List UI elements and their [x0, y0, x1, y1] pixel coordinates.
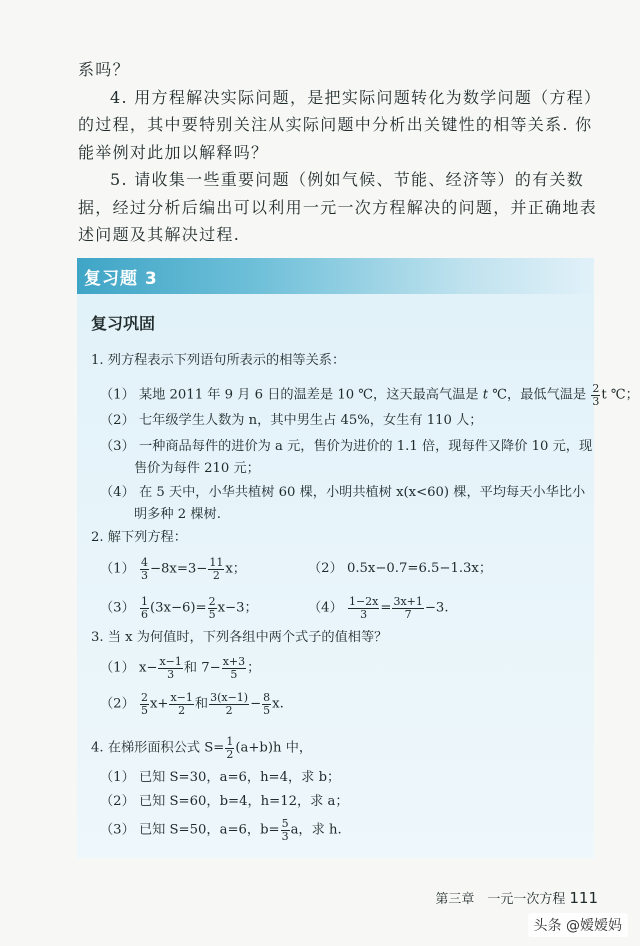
q1-item-4a: （4） 在 5 天中，小华共植树 60 棵，小明共植树 x(x<60) 棵，平均每天小华比小 — [100, 485, 586, 500]
fraction: $\frac{11}{2}$ — [209, 556, 224, 582]
q1-item-3b: 售价为每件 210 元； — [134, 461, 260, 476]
fraction: $\frac{3x+1}{7}$ — [393, 595, 423, 621]
fraction: $\frac{1}{6}$ — [140, 595, 148, 621]
q2-eq-3: （3） $\frac{1}{6}$ (3x−6)= $\frac{2}{5}$ x−3； — [100, 595, 258, 621]
section-title: 复习巩固 — [91, 314, 156, 333]
paragraph-4: 4. 用方程解决实际问题，是把实际问题转化为数学问题（方程）的过程，其中要特别关注从实际问题中分析出关键性的相等关系. 你能举例对此加以解释吗？ — [78, 87, 594, 162]
q4-item-3: （3） 已知 S=50，a=6，b= $\frac{5}{3}$ a，求 h. — [100, 817, 342, 843]
paragraph-5: 5. 请收集一些重要问题（例如气候、节能、经济等）的有关数据，经过分析后编出可以利用一元一次方程解决的问题，并正确地表述问题及其解决过程. — [78, 170, 598, 244]
text-line-0: 系吗？ — [78, 60, 130, 79]
q2-eq-2: （2） 0.5x−0.7=6.5−1.3x； — [308, 561, 493, 576]
fraction: $\frac{2}{5}$ — [140, 691, 148, 717]
fraction: $\frac{1-2x}{3}$ — [348, 595, 379, 621]
fraction: $\frac{x-1}{3}$ — [159, 655, 182, 681]
q1-item-2: （2） 七年级学生人数为 n，其中男生占 45%，女生有 110 人； — [100, 413, 483, 428]
fraction: $\frac{1}{2}$ — [226, 735, 234, 761]
q1-stem: 1. 列方程表示下列语句所表示的相等关系： — [91, 353, 346, 368]
fraction: $\frac{8}{5}$ — [263, 691, 271, 717]
fraction: $\frac{x+3}{5}$ — [222, 655, 246, 681]
q4-item-1: （1） 已知 S=30，a=6，h=4，求 b； — [100, 770, 341, 785]
q2-eq-1: （1） $\frac{4}{3}$ −8x=3− $\frac{11}{2}$ x； — [100, 556, 246, 582]
fraction: $\frac{2}{5}$ — [208, 595, 216, 621]
q2-stem: 2. 解下列方程： — [91, 530, 187, 545]
fraction: $\frac{4}{3}$ — [140, 556, 148, 582]
q3-pair-2: （2） $\frac{2}{5}$ x+ $\frac{x-1}{2}$ 和 $\frac{3(x-1)}{2}$ − $\frac{8}{5}$ x. — [100, 691, 284, 717]
q2-eq-4: （4） $\frac{1-2x}{3}$ = $\frac{3x+1}{7}$ −3. — [308, 595, 449, 621]
top-text-block — [78, 56, 598, 249]
q3-pair-1: （1） x− $\frac{x-1}{3}$ 和 7− $\frac{x+3}{5}$ ； — [100, 655, 261, 681]
q4-stem: 4. 在梯形面积公式 S= $\frac{1}{2}$ (a+b)h 中， — [91, 735, 313, 761]
q1-item-1: （1） 某地 2011 年 9 月 6 日的温差是 10 ℃，这天最高气温是 t ℃，最低气温是 $\frac{2}{3}$ t ℃； — [100, 382, 639, 408]
page-footer — [435, 888, 598, 907]
fraction: $\frac{3(x-1)}{2}$ — [210, 691, 249, 717]
chapter-label: 第三章 一元一次方程 — [435, 892, 566, 907]
watermark: 头条 @嫒嫒妈 — [528, 913, 628, 937]
q1-item-4b: 明多种 2 棵树. — [134, 507, 221, 522]
fraction: $\frac{2}{3}$ — [592, 382, 600, 408]
q1-item-3a: （3） 一种商品每件的进价为 a 元，售价为进价的 1.1 倍，现每件又降价 10 元，现 — [100, 439, 593, 454]
page-number: 111 — [569, 889, 598, 907]
fraction: $\frac{5}{3}$ — [281, 817, 289, 843]
review-title: 复习题 3 — [84, 269, 158, 289]
fraction: $\frac{x-1}{2}$ — [170, 691, 193, 717]
q4-item-2: （2） 已知 S=60，b=4，h=12，求 a； — [100, 794, 349, 809]
q3-stem: 3. 当 x 为何值时，下列各组中两个式子的值相等？ — [91, 630, 388, 645]
